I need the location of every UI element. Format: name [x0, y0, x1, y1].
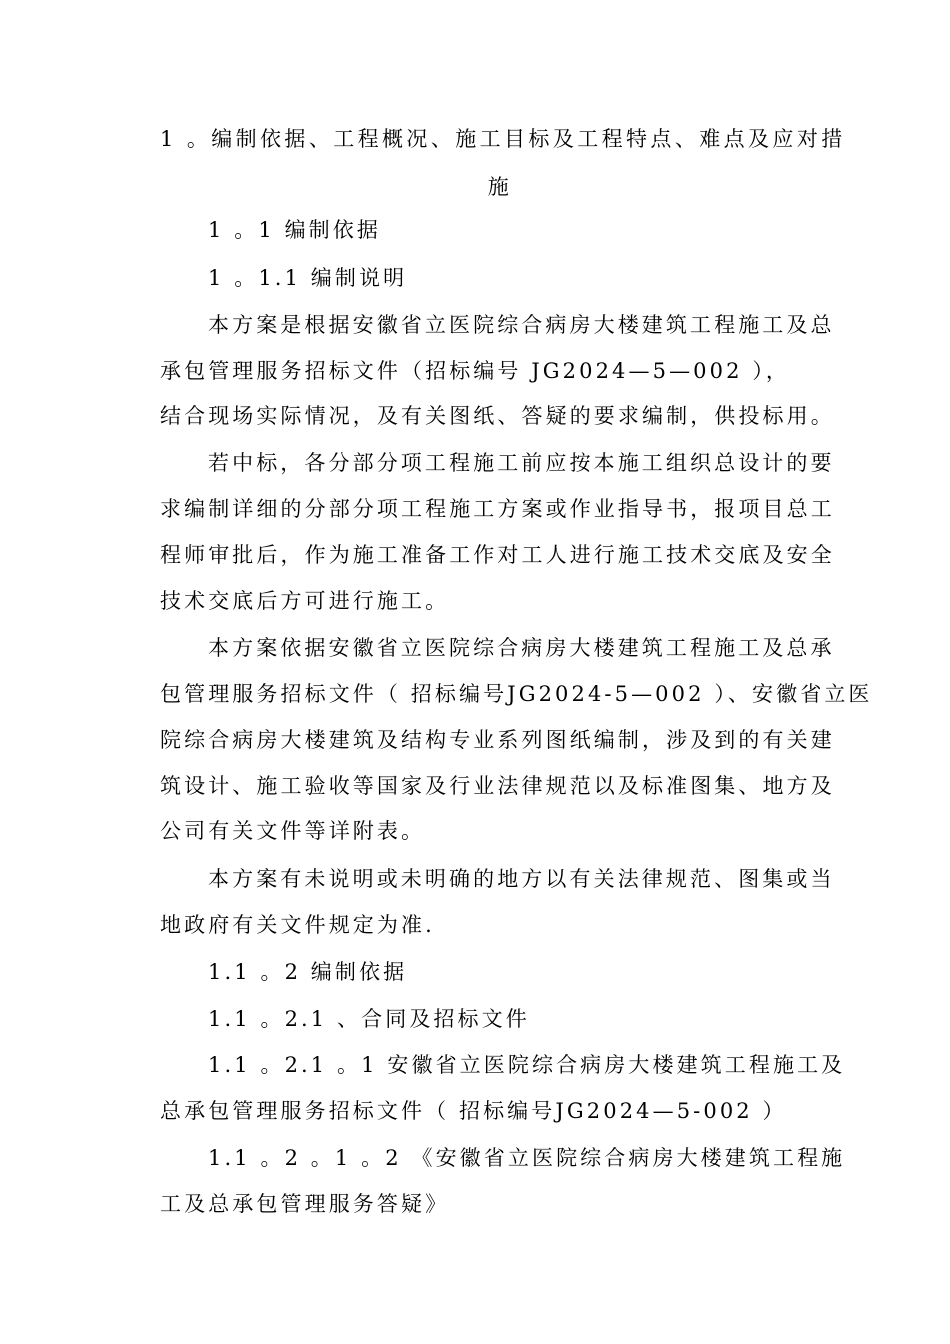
paragraph-line: 院综合病房大楼建筑及结构专业系列图纸编制，涉及到的有关建 — [160, 728, 835, 752]
list-item-line: 1.1 。2.1 。1 安徽省立医院综合病房大楼建筑工程施工及 — [208, 1053, 846, 1077]
paragraph-line: 地政府有关文件规定为准. — [160, 913, 435, 937]
list-item-line: 总承包管理服务招标文件（ 招标编号JG2024—5-002 ） — [160, 1099, 787, 1123]
section-heading-continued: 施 — [487, 175, 513, 199]
subsection-heading: 1 。1.1 编制说明 — [208, 266, 408, 290]
paragraph-line: 承包管理服务招标文件（招标编号 JG2024—5—002 ）， — [160, 359, 791, 383]
subsection-heading: 1.1 。2 编制依据 — [208, 960, 408, 984]
subsection-heading: 1.1 。2.1 、合同及招标文件 — [208, 1007, 530, 1031]
paragraph-line: 包管理服务招标文件（ 招标编号JG2024-5—002 ）、安徽省立医 — [160, 682, 873, 706]
paragraph-line: 技术交底后方可进行施工。 — [160, 589, 450, 613]
list-item-line: 1.1 。2 。1 。2 《安徽省立医院综合病房大楼建筑工程施 — [208, 1146, 846, 1170]
section-heading: 1 。编制依据、工程概况、施工目标及工程特点、难点及应对措 — [160, 127, 846, 151]
paragraph-line: 筑设计、施工验收等国家及行业法律规范以及标准图集、地方及 — [160, 774, 835, 798]
paragraph-line: 结合现场实际情况，及有关图纸、答疑的要求编制，供投标用。 — [160, 404, 835, 428]
paragraph-line: 本方案依据安徽省立医院综合病房大楼建筑工程施工及总承 — [208, 636, 835, 660]
paragraph-line: 本方案是根据安徽省立医院综合病房大楼建筑工程施工及总 — [208, 313, 835, 337]
paragraph-line: 若中标，各分部分项工程施工前应按本施工组织总设计的要 — [208, 451, 835, 475]
paragraph-line: 公司有关文件等详附表。 — [160, 819, 426, 843]
paragraph-line: 求编制详细的分部分项工程施工方案或作业指导书，报项目总工 — [160, 497, 835, 521]
list-item-line: 工及总承包管理服务答疑》 — [160, 1192, 450, 1216]
paragraph-line: 本方案有未说明或未明确的地方以有关法律规范、图集或当 — [208, 867, 835, 891]
paragraph-line: 程师审批后，作为施工准备工作对工人进行施工技术交底及安全 — [160, 543, 835, 567]
subsection-heading: 1 。1 编制依据 — [208, 218, 381, 242]
